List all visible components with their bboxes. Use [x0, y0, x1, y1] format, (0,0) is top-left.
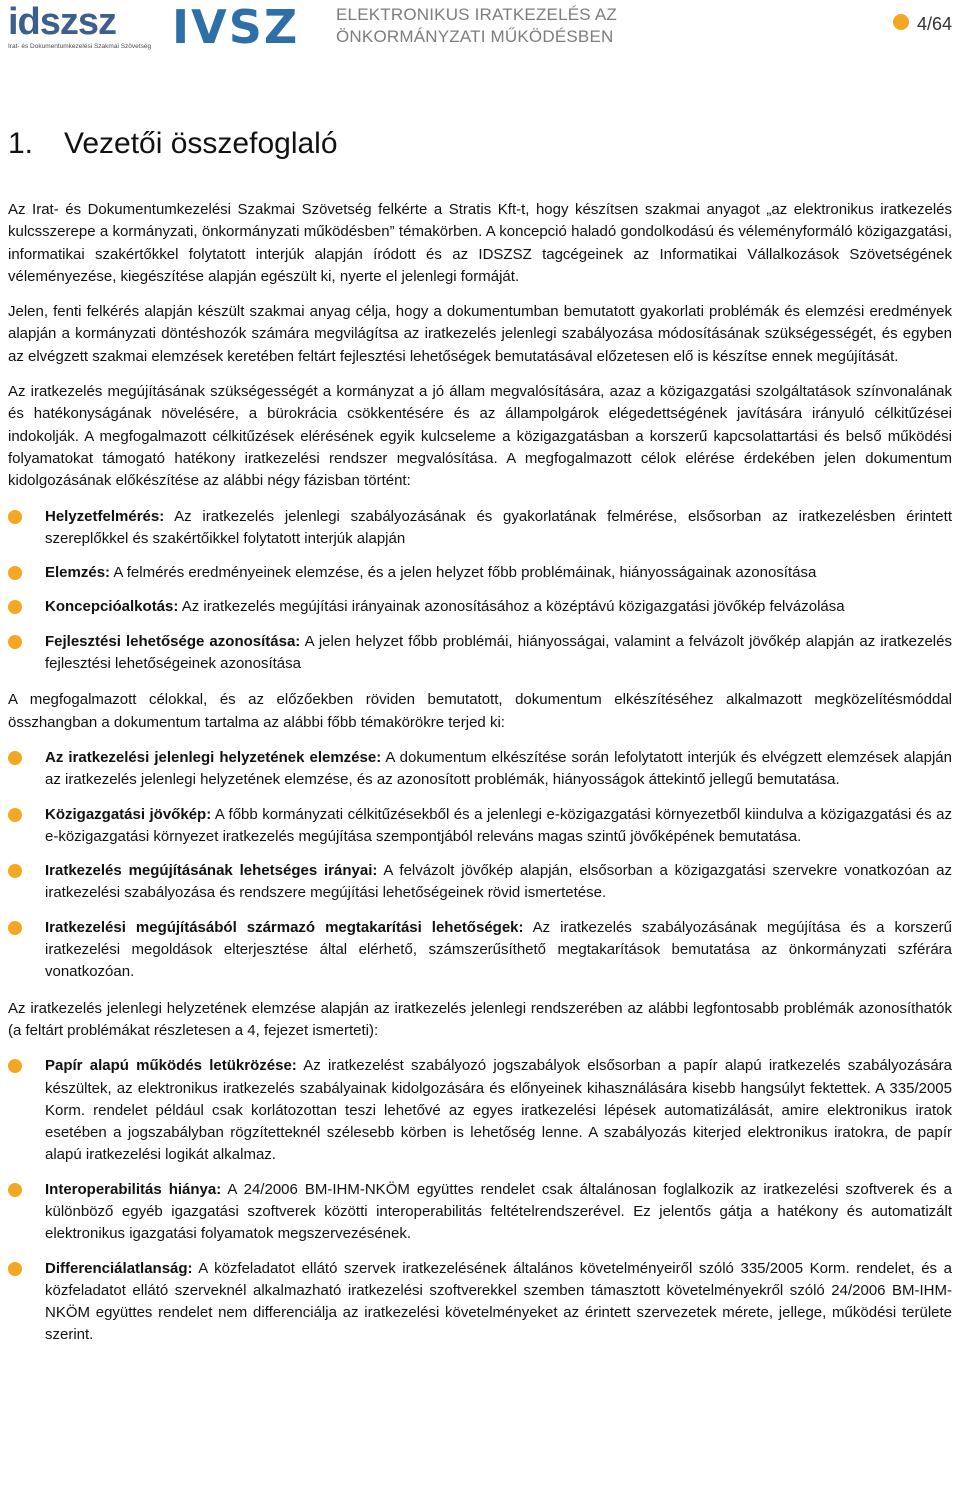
list-item — [8, 1179, 952, 1246]
problem-text: Az iratkezelést szabályozó jogszabályok elsősorban a papír alapú iratkezelés szabályozására készültek, az elektronikus iratkezelés szabályainak kidolgozására és előnyeinek kihasználására kisebb hangsúlyt fektettek. A 335/2005 Korm. rendelet például csak korlátozottan teszi lehetővé az egyes iratkezelési lépések automatizálását, amire elektronikus iratok esetében a jogszabályban rögzítetteknél szélesebb körben is lehetőség lenne. A szabályozás kiterjed elektronikus iratokra, de papír alapú iratkezelési logikát alkalmaz. — [45, 1057, 953, 1164]
page-marker-dot-icon — [893, 14, 909, 30]
phase-text: A felmérés eredményeinek elemzése, és a jelen helyzet főbb problémáinak, hiányosságainak azonosítása — [110, 564, 817, 582]
phase-term: Koncepcióalkotás: — [45, 598, 179, 616]
topic-text: A főbb kormányzati célkitűzésekből és a jelenlegi e-közigazgatási környezetből kiindulva a közigazgatási és az e-közigazgatási környezet iratkezelés megújítása szempontjából releváns magas szintű jövőképének bemutatása. — [45, 805, 952, 845]
phase-term: Helyzetfelmérés: — [45, 507, 165, 525]
problem-term: Papír alapú működés letükrözése: — [45, 1057, 297, 1075]
ivsz-logo-text: IVSZ — [172, 0, 300, 54]
header-title-line-1: ELEKTRONIKUS IRATKEZELÉS AZ — [336, 5, 617, 24]
problem-text: A 24/2006 BM-IHM-NKÖM együttes rendelet csak általánosan foglalkozik az iratkezelési szoftverek és a különböző egyéb igazgatási szoftverek közötti interoperabilitás feltételrendszerével. Ez jelentős gátja a hatékony és automatizált elektronikus igazgatási folyamatok megszervezésének. — [45, 1180, 952, 1243]
topic-term: Iratkezelési megújításából származó megtakarítási lehetőségek: — [45, 918, 524, 936]
bullet-icon — [8, 600, 22, 614]
paragraph-problems-intro: Az iratkezelés jelenlegi helyzetének elemzése alapján az iratkezelés jelenlegi rendszerében az alábbi legfontosabb problémák azonosíthatók (a feltárt problémákat részletesen a 4, fejezet ismerteti): — [8, 999, 952, 1039]
ivsz-logo — [172, 0, 300, 54]
paragraph-intro: Az Irat- és Dokumentumkezelési Szakmai Szövetség felkérte a Stratis Kft-t, hogy készítsen szakmai anyagot „az elektronikus iratkezelés kulcsszerepe a kormányzati, önkormányzati működésben” témakörben. A koncepció haladó gondolkodású és véleményformáló közigazgatási, informatikai szakértőkkel folytatott interjúk alapján íródott és az IDSZSZ tagcégeinek az Informatikai Vállalkozások Szövetségének véleményezése, kiegészítése alapján egészült ki, nyerte el jelenlegi formáját. — [8, 201, 952, 285]
bullet-icon — [8, 808, 22, 822]
list-item — [8, 506, 952, 551]
bullet-icon — [8, 921, 22, 935]
phase-list — [8, 506, 952, 676]
problem-term: Differenciálatlanság: — [45, 1259, 193, 1277]
document-header-title — [336, 4, 696, 48]
bullet-icon — [8, 864, 22, 878]
header-title-line-2: ÖNKORMÁNYZATI MŰKÖDÉSBEN — [336, 27, 614, 46]
bullet-icon — [8, 635, 22, 649]
topic-text: A felvázolt jövőkép alapján, elsősorban a közigazgatási szervekre vonatkozóan az iratkezelési szabályozása és rendszere megújítási lehetőségeinek rövid ismertetése. — [45, 862, 952, 902]
list-item — [8, 596, 952, 618]
phase-text: Az iratkezelés megújítási irányainak azonosításához a középtávú közigazgatási jövőkép felvázolása — [178, 598, 845, 616]
phase-text: A jelen helyzet főbb problémái, hiányosságai, valamint a felvázolt jövőkép alapján az iratkezelés fejlesztési lehetőségeinek azonosítása — [45, 632, 952, 673]
bullet-icon — [8, 510, 22, 524]
bullet-icon — [8, 566, 22, 580]
bullet-icon — [8, 751, 22, 765]
bullet-icon — [8, 1262, 22, 1276]
list-item — [8, 631, 952, 676]
section-title: Vezetői összefoglaló — [64, 127, 338, 160]
list-item — [8, 747, 952, 792]
list-item — [8, 1258, 952, 1347]
document-body — [8, 124, 952, 1361]
page-header — [0, 0, 960, 58]
idszsz-logo-subtitle: Irat- és Dokumentumkezelési Szakmai Szövetség — [8, 43, 152, 50]
paragraph-purpose: Jelen, fenti felkérés alapján készült szakmai anyag célja, hogy a dokumentumban bemutatott gyakorlati problémák és elemzési eredmények alapján a kormányzati döntéshozók számára megvilágítsa az iratkezelés jelenlegi szabályozása módosításának szükségességét, és egyben az elvégzett szakmai elemzések keretében feltárt fejlesztési lehetőségek bemutatásával előzetesen elő is készítse ennek megújítását. — [8, 303, 952, 365]
page-number: 4/64 — [917, 14, 953, 34]
phase-text: Az iratkezelés jelenlegi szabályozásának és gyakorlatának felmérése, elsősorban az iratkezelésben érintett szereplőkkel és szakértőikkel folytatott interjúk alapján — [45, 507, 952, 547]
paragraph-topics-intro: A megfogalmazott célokkal, és az előzőekben röviden bemutatott, dokumentum elkészítéséhez alkalmazott megközelítésmóddal összhangban a dokumentum tartalma az alábbi főbb témakörökre terjed ki: — [8, 691, 952, 731]
topic-text: A dokumentum elkészítése során lefolytatott interjúk és elvégzett elemzések alapján az iratkezelés jelenlegi helyzetének elemzése, és az azonosított problémák, hiányosságok áttekintő jellegű bemutatása. — [45, 748, 952, 789]
list-item — [8, 860, 952, 905]
topic-term: Iratkezelés megújításának lehetséges irányai: — [45, 862, 378, 880]
idszsz-logo — [8, 2, 160, 50]
topic-term: Az iratkezelési jelenlegi helyzetének elemzése: — [45, 748, 382, 766]
section-number: 1. — [8, 127, 34, 160]
list-item — [8, 1055, 952, 1166]
topic-list — [8, 747, 952, 984]
problem-term: Interoperabilitás hiánya: — [45, 1180, 222, 1198]
phase-term: Fejlesztési lehetősége azonosítása: — [45, 632, 301, 650]
phase-term: Elemzés: — [45, 564, 111, 582]
topic-term: Közigazgatási jövőkép: — [45, 805, 212, 823]
idszsz-logo-text: idszsz — [8, 1, 117, 43]
topic-text: Az iratkezelés szabályozásának megújítása és a korszerű iratkezelési megoldások elterjesztése által elérhető, számszerűsíthető megtakarítások bemutatása az önkormányzati szférára vonatkozóan. — [45, 918, 952, 981]
list-item — [8, 562, 952, 584]
list-item — [8, 804, 952, 849]
problem-text: A közfeladatot ellátó szervek iratkezelésének általános követelményeiről szóló 335/2005 Korm. rendelet, és a közfeladatot ellátó szerveknél alkalmazható iratkezelési szoftverekkel szemben támasztott követelményekről szóló 24/2006 BM-IHM-NKÖM együttes rendelet nem differenciálja az iratkezelési követelményeket az érintett szervezetek mérete, jellege, működési területe szerint. — [45, 1259, 952, 1344]
problem-list — [8, 1055, 952, 1347]
paragraph-necessity: Az iratkezelés megújításának szükségességét a kormányzat a jó állam megvalósítására, azaz a közigazgatási szolgáltatások színvonalának és hatékonyságának növelésére, a bürokrácia csökkentésére és az állampolgárok elégedettségének javítására irányuló célkitűzései indokolják. A megfogalmazott célkitűzések elérésének egyik kulcseleme a közigazgatásban a korszerű kapcsolattartási és belső működési folyamatokat támogató hatékony iratkezelési rendszer megvalósítása. A megfogalmazott célok elérése érdekében jelen dokumentum kidolgozásának előkészítése az alábbi négy fázisban történt: — [8, 383, 952, 490]
bullet-icon — [8, 1183, 22, 1197]
bullet-icon — [8, 1059, 22, 1073]
section-heading — [8, 124, 952, 164]
list-item — [8, 917, 952, 984]
